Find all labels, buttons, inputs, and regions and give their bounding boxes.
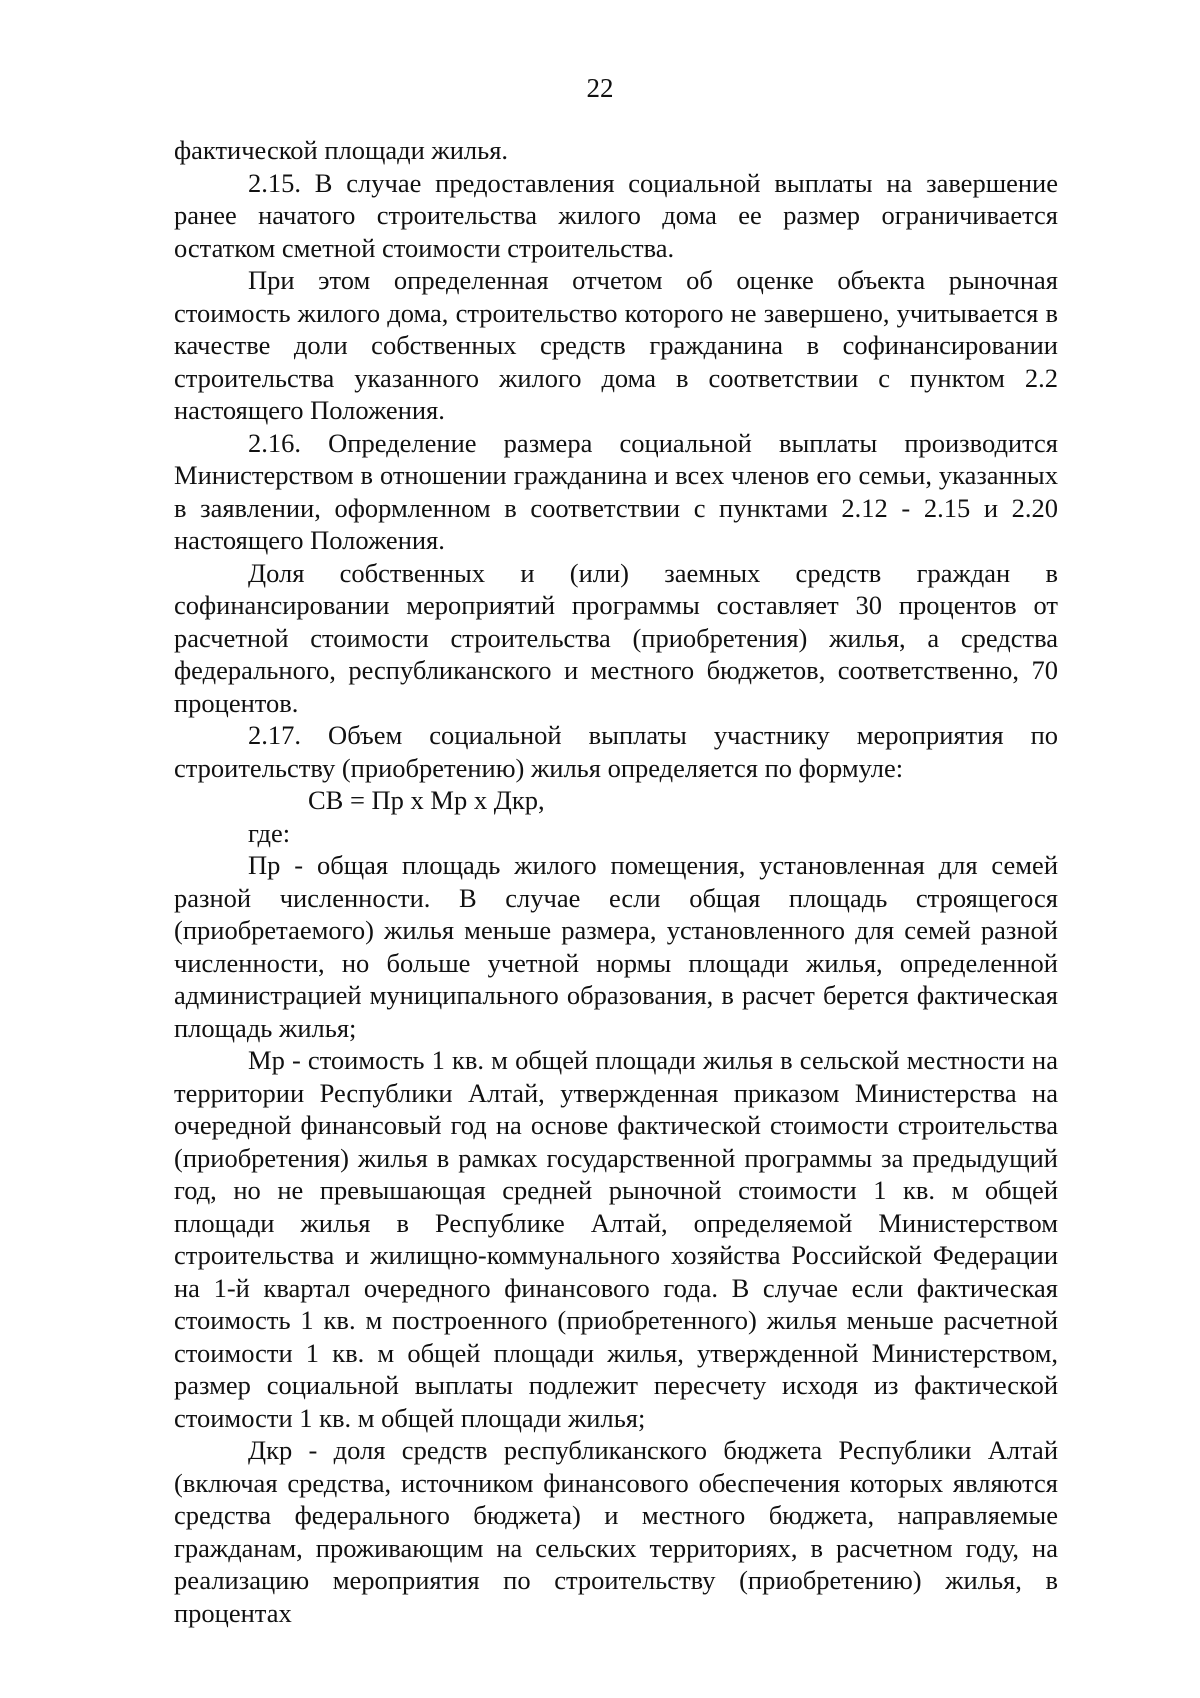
paragraph-continuation: фактической площади жилья. bbox=[174, 135, 509, 165]
page-number: 22 bbox=[586, 73, 614, 103]
paragraph-2-17: 2.17. Объем социальной выплаты участнику мероприятия по строительству (приобретению) жилья определяется по формуле: bbox=[174, 720, 1058, 783]
formula: СВ = Пр х Мр х Дкр, bbox=[308, 785, 545, 815]
paragraph-pr-definition: Пр - общая площадь жилого помещения, установленная для семей разной численности. В случае если общая площадь строящегося (приобретаемого) жилья меньше размера, установленного для семей разной численности, но больше учетной нормы площади жилья, определенной администрацией муниципального образования, в расчет берется фактическая площадь жилья; bbox=[174, 850, 1058, 1043]
paragraph-cofinancing-share: Доля собственных и (или) заемных средств граждан в софинансировании мероприятий программы составляет 30 процентов от расчетной стоимости строительства (приобретения) жилья, а средства федерального, республиканского и местного бюджетов, соответственно, 70 процентов. bbox=[174, 557, 1058, 718]
document-body bbox=[174, 134, 1058, 1629]
paragraph-dkr-definition: Дкр - доля средств республиканского бюджета Республики Алтай (включая средства, источником финансового обеспечения которых являются средства федерального бюджета) и местного бюджета, направляемые гражданам, проживающим на сельских территориях, в расчетном году, на реализацию мероприятия по строительству (приобретению) жилья, в процентах bbox=[174, 1435, 1058, 1628]
paragraph-mr-definition: Мр - стоимость 1 кв. м общей площади жилья в сельской местности на территории Республики Алтай, утвержденная приказом Министерства на очередной финансовый год на основе фактической стоимости строительства (приобретения) жилья в рамках государственной программы за предыдущий год, но не превышающая средней рыночной стоимости 1 кв. м общей площади жилья в Республике Алтай, определяемой Министерством строительства и жилищно-коммунального хозяйства Российской Федерации на 1-й квартал очередного финансового года. В случае если фактическая стоимость 1 кв. м построенного (приобретенного) жилья меньше расчетной стоимости 1 кв. м общей площади жилья, утвержденной Министерством, размер социальной выплаты подлежит пересчету исходя из фактической стоимости 1 кв. м общей площади жилья; bbox=[174, 1045, 1058, 1433]
paragraph-2-16: 2.16. Определение размера социальной выплаты производится Министерством в отношении гражданина и всех членов его семьи, указанных в заявлении, оформленном в соответствии с пунктами 2.12 - 2.15 и 2.20 настоящего Положения. bbox=[174, 427, 1058, 555]
paragraph-2-15: 2.15. В случае предоставления социальной выплаты на завершение ранее начатого строительства жилого дома ее размер ограничивается остатком сметной стоимости строительства. bbox=[174, 167, 1058, 263]
paragraph-valuation: При этом определенная отчетом об оценке объекта рыночная стоимость жилого дома, строительство которого не завершено, учитывается в качестве доли собственных средств гражданина в софинансировании строительства указанного жилого дома в соответствии с пунктом 2.2 настоящего Положения. bbox=[174, 265, 1058, 425]
paragraph-where: где: bbox=[248, 817, 291, 848]
